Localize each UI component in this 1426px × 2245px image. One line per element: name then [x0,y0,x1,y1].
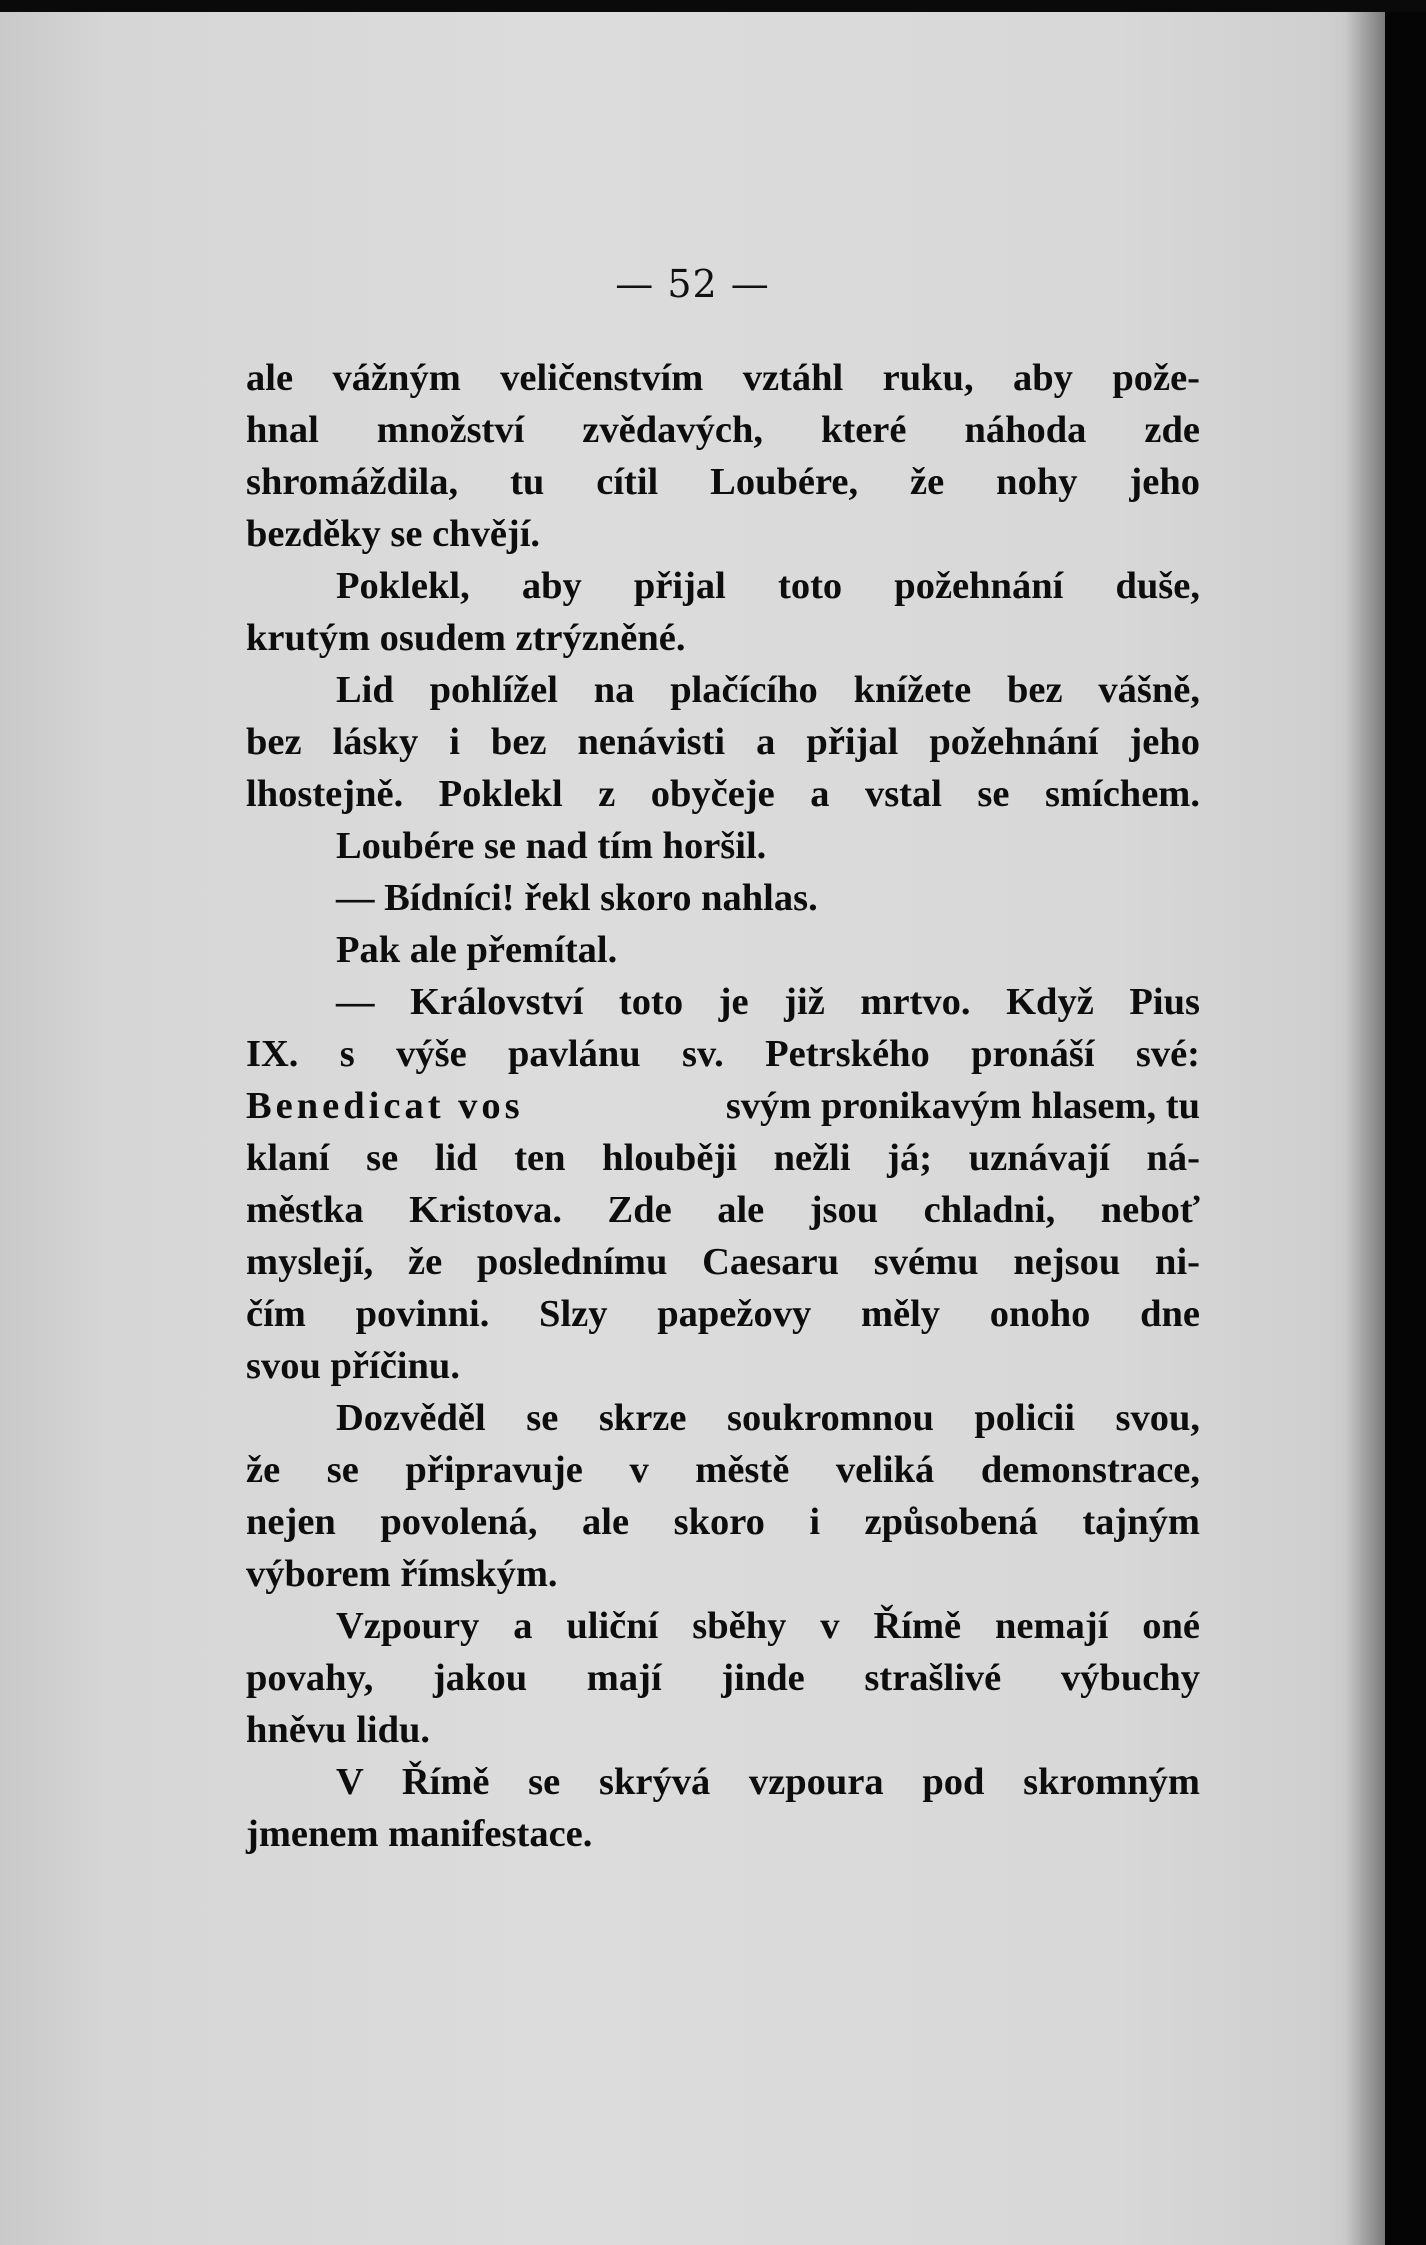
text-line: shromáždila, tu cítil Loubére, že nohy jeho [246,461,1200,503]
text-line: Poklekl, aby přijal toto požehnání duše, [336,565,1200,607]
text-line: bez lásky i bez nenávisti a přijal požehnání jeho [246,721,1200,763]
text-line: V Římě se skrývá vzpoura pod skromným [336,1761,1200,1803]
text-line: klaní se lid ten hlouběji nežli já; uznávají ná- [246,1137,1200,1179]
scan-right-edge [1385,0,1426,2245]
text-line: bezděky se chvějí. [246,513,541,555]
text-line-continuation: svým pronikavým hlasem, tu [725,1085,1200,1127]
text-line: povahy, jakou mají jinde strašlivé výbuchy [246,1657,1200,1699]
text-line: IX. s výše pavlánu sv. Petrského pronáší své: [246,1033,1200,1075]
text-line: — Bídníci! řekl skoro nahlas. [336,877,818,919]
text-line: jmenem manifestace. [246,1813,593,1855]
text-line: výborem římským. [246,1553,558,1595]
latin-phrase: Benedicat vos [246,1085,524,1127]
text-line: — Království toto je již mrtvo. Když Pius [336,981,1200,1023]
text-line: hněvu lidu. [246,1709,431,1751]
text-line: myslejí, že poslednímu Caesaru svému nejsou ni- [246,1241,1200,1283]
scan-top-edge [0,0,1426,12]
text-line [246,1080,1200,1132]
text-line: Loubére se nad tím horšil. [336,825,767,867]
text-line: že se připravuje v městě veliká demonstrace, [246,1449,1200,1491]
text-line: čím povinni. Slzy papežovy měly onoho dne [246,1293,1200,1335]
text-line: nejen povolená, ale skoro i způsobená tajným [246,1501,1200,1543]
page-number: — 52 — [615,262,770,306]
text-line: hnal množství zvědavých, které náhoda zde [246,409,1200,451]
text-line: Vzpoury a uliční sběhy v Římě nemají oné [336,1605,1200,1647]
text-line: krutým osudem ztrýzněné. [246,617,686,659]
body-text [246,352,1200,1860]
text-line: Pak ale přemítal. [336,929,618,971]
text-line: městka Kristova. Zde ale jsou chladni, neboť [246,1189,1200,1231]
text-line: Dozvěděl se skrze soukromnou policii svou, [336,1397,1200,1439]
text-line: svou příčinu. [246,1345,460,1387]
text-line: Lid pohlížel na plačícího knížete bez vášně, [336,669,1200,711]
text-line: ale vážným veličenstvím vztáhl ruku, aby pože- [246,357,1200,399]
text-line: lhostejně. Poklekl z obyčeje a vstal se smíchem. [246,773,1200,815]
